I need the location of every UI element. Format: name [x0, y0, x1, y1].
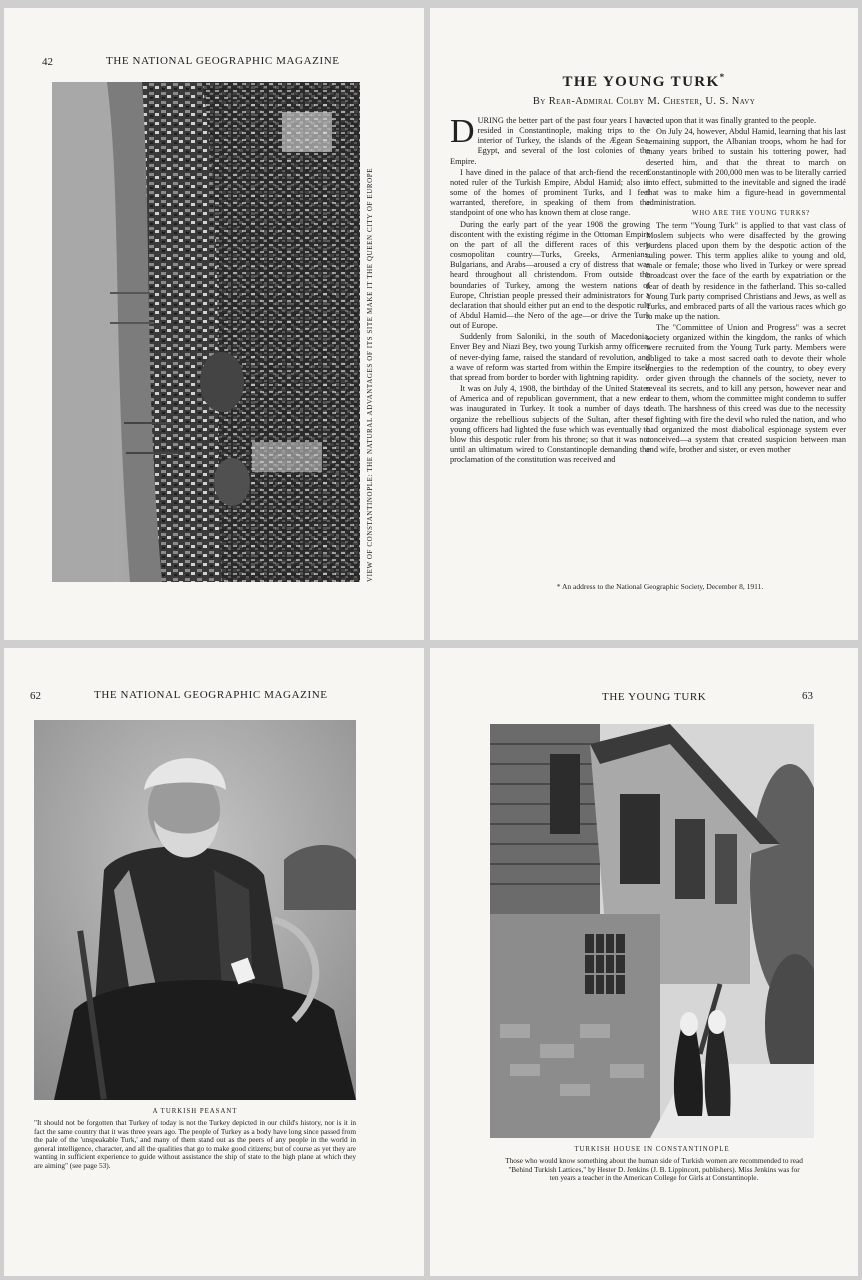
byline: By Rear-Admiral Colby M. Chester, U. S. Navy	[532, 96, 756, 107]
constantinople-cityscape	[52, 82, 360, 582]
page-number: 63	[802, 690, 813, 702]
photo-caption-title: TURKISH HOUSE IN CONSTANTINOPLE	[574, 1146, 730, 1153]
paragraph: On July 24, however, Abdul Hamid, learning that his last remaining support, the Albanian troops, whom he had for many years bribed to sustain his tottering power, had deserted him, and that the threat to march on Constantinople with 200,000 men was to be literally carried into effect, submitted to the inevitable and signed the iradé that was to make him a figure-head in governmental administration.	[646, 127, 846, 208]
page-42	[4, 8, 424, 640]
paragraph: During the early part of the year 1908 the growing discontent with the existing régime in the Ottoman Empire on the part of all the different races of this very cosmopolitan country—Turks, Greeks, Armenians, Bulgarians, and Arabs—aroused a cry of distress that was heard throughout all christendom. From outside the boundaries of Turkey, among the western nations of Europe, Christian people pressed their administrators for a declaration that should either put an end to the despotic rule of Abdul Hamid—the Nero of the age—or drive the Turk out of Europe.	[450, 219, 650, 331]
photo-caption-title: A TURKISH PEASANT	[152, 1108, 238, 1115]
page-young-turk-article	[430, 8, 858, 640]
paragraph: It was on July 4, 1908, the birthday of the United States of America and of republican government, that a new era was inaugurated in Turkey. It took a number of days to organize the rebellious subjects of the Sultan, after these young officers had lighted the fuse which was eventually to blow this despotic ruler from his throne; so that it was not until an ultimatum wired to Constantinople demanding the proclamation of the constitution was received and	[450, 384, 650, 465]
constantinople-photo	[52, 82, 360, 582]
turkish-house-photo	[490, 724, 814, 1138]
running-head: THE YOUNG TURK	[602, 691, 707, 703]
paragraph: Suddenly from Saloniki, in the south of Macedonia, Enver Bey and Niazi Bey, two young Turkish army officers of never-dying fame, raised the standard of revolution, and a wave of reform was started from within the Empire itself that spread from border to border with lightning rapidity.	[450, 332, 650, 382]
photo-caption: "It should not be forgotten that Turkey of today is not the Turkey depicted in our child's history, nor is it in fact the same country that it was three years ago. The people of Turkey as a body have long since passed from the pale of the 'unspeakable Turk,' and many of them stand out as the peers of any people in the world in general intelligence, character, and all the qualities that go to make good citizens; but of course as yet they are wanting in sufficient experience to guide without assistance the ship of state to the high plane at which they are aiming" (see page 53).	[34, 1118, 356, 1170]
paragraph: I have dined in the palace of that arch-fiend the recent noted ruler of the Turkish Empire, Abdul Hamid; also in some of the homes of prominent Turks, and I feel warranted, therefore, in speaking of them from the standpoint of one who has known them at close range.	[450, 167, 650, 218]
drop-cap: D	[450, 113, 475, 150]
article-column-1	[450, 113, 650, 466]
page-63	[430, 648, 858, 1276]
paragraph: acted upon that it was finally granted to the people.	[646, 116, 817, 125]
paragraph: The term "Young Turk" is applied to that vast class of Moslem subjects who were disaffected by the growing burdens placed upon them by the despotic action of the ruling power. This term applies alike to young and old, male or female; those who lived in Turkey or were spread broadcast over the face of the earth by expatriation or the fear of death by residence in the fatherland. This so-called Young Turk party comprised Christians and Jews, as well as Turks, and embraced parts of all the various races which go to make up the nation.	[646, 220, 846, 321]
turkish-house-scene	[490, 724, 814, 1138]
section-subhead: WHO ARE THE YOUNG TURKS?	[691, 210, 810, 218]
running-head: THE NATIONAL GEOGRAPHIC MAGAZINE	[94, 689, 328, 701]
running-head: THE NATIONAL GEOGRAPHIC MAGAZINE	[106, 55, 340, 67]
paragraph: DURING the better part of the past four years I have resided in Constantinople, making trips to the interior of Turkey, the islands of the Ægean Sea, Egypt, and several of the lost colonies of the Empire.	[450, 113, 650, 166]
paragraph: The "Committee of Union and Progress" was a secret society organized within the kingdom, the ranks of which were recruited from the Young Turk party. Members were obliged to take a most sacred oath to devote their whole energies to the redemption of the country, to obey every order given through the channels of the society, never to reveal its secrets, and to kill any person, however near and dear to them, whom the committee might condemn to suffer death. The harshness of this creed was due to the necessity of fighting with fire the devil who ruled the nation, and who had organized the most diabolical espionage system ever conceived—a system that created suspicion between man and wife, brother and sister, or even mother	[646, 323, 846, 454]
page-62	[4, 648, 424, 1276]
turkish-peasant-portrait	[34, 720, 356, 1100]
turkish-peasant-photo	[34, 720, 356, 1100]
photo-side-caption: VIEW OF CONSTANTINOPLE: THE NATURAL ADVANTAGES OF ITS SITE MAKE IT THE QUEEN CITY OF EUROPE	[366, 167, 374, 582]
footnote: * An address to the National Geographic Society, December 8, 1911.	[556, 582, 764, 591]
page-number: 62	[30, 690, 41, 702]
page-number: 42	[42, 56, 53, 68]
article-column-2	[646, 116, 846, 456]
photo-caption: Those who would know something about the human side of Turkish women are recommended to read "Behind Turkish Lattices," by Hester D. Jenkins (J. B. Lippincott, publishers). Miss Jenkins was for ten years a teacher in the American College for Girls at Constantinople.	[505, 1156, 803, 1183]
article-title: THE YOUNG TURK*	[562, 72, 726, 90]
